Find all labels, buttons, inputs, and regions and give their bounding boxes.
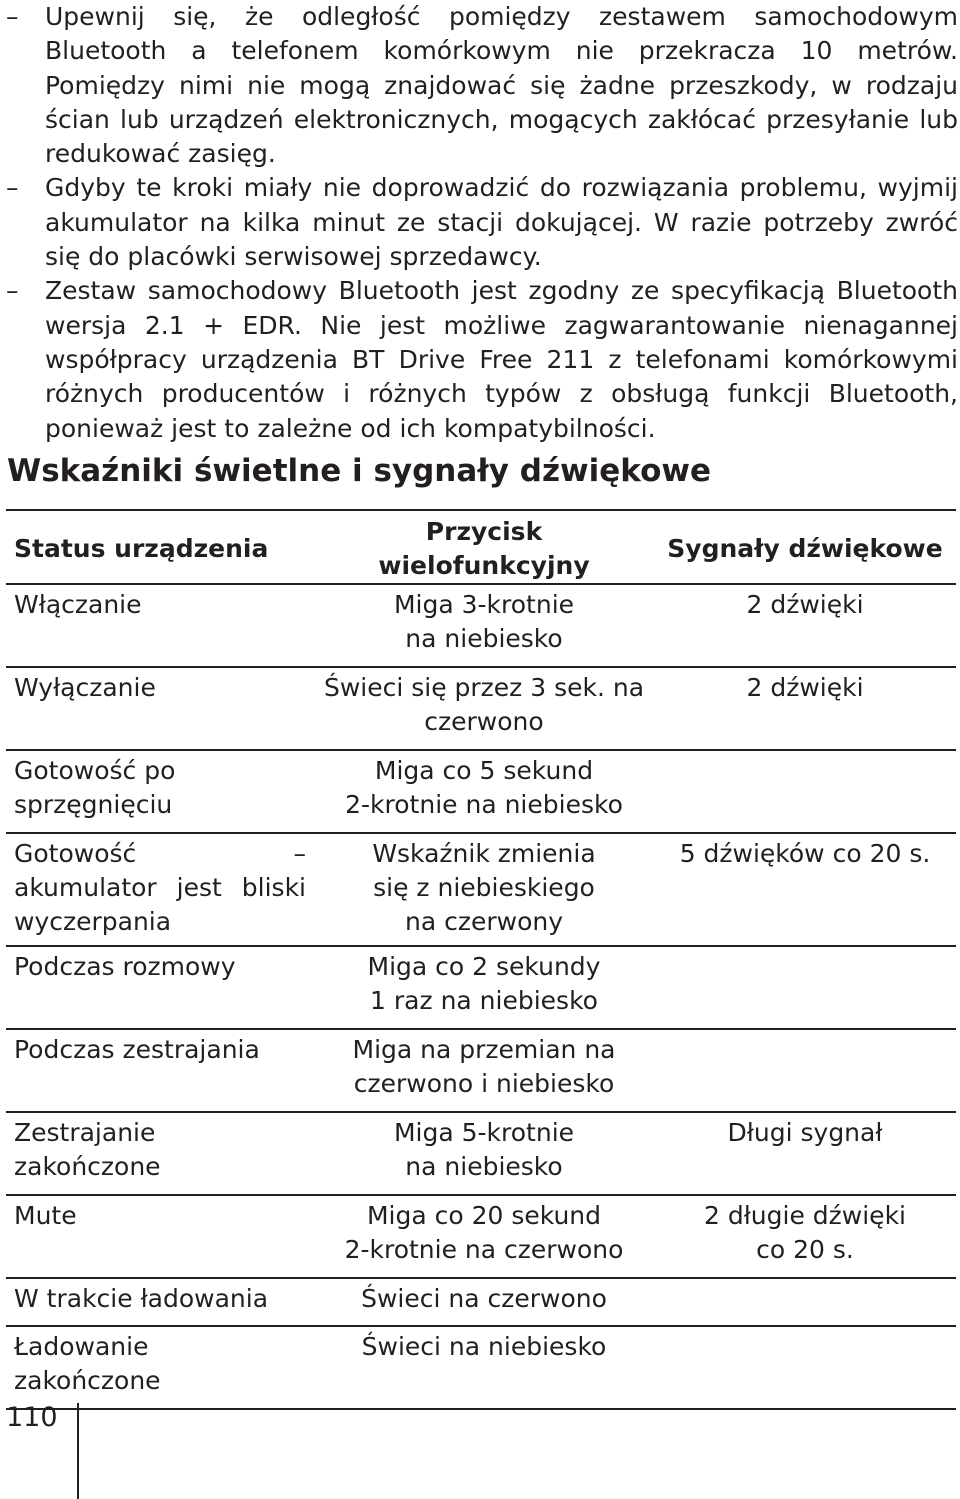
table-row (6, 667, 956, 750)
button-cell: Miga 3-krotnie na niebiesko (314, 584, 654, 667)
table-row (6, 1326, 956, 1409)
section-heading: Wskaźniki świetlne i sygnały dźwiękowe (7, 453, 712, 489)
sound-cell (654, 1278, 956, 1326)
column-header-sounds: Sygnały dźwiękowe (654, 510, 956, 584)
status-cell: Włączanie (6, 584, 314, 667)
bullet-text: Upewnij się, że odległość pomiędzy zestawem samochodowym Bluetooth a telefonem komórkowym nie przekracza 10 metrów. Pomiędzy nimi nie mogą znajdować się żadne przeszkody, w rodzaju ścian lub urządzeń elektronicznych, mogących zakłócać przesyłanie lub redukować zasięg. (45, 2, 958, 169)
status-cell: Mute (6, 1195, 314, 1278)
button-cell: Wskaźnik zmienia się z niebieskiego na czerwony (314, 833, 654, 946)
table-row (6, 1112, 956, 1195)
bullet-text: Zestaw samochodowy Bluetooth jest zgodny ze specyfikacją Bluetooth wersja 2.1 + EDR. Nie jest możliwe zagwarantowanie nienagannej współpracy urządzenia BT Drive Free 211 z telefonami komórkowymi różnych producentów i różnych typów z obsługą funkcji Bluetooth, ponieważ jest to zależne od ich kompatybilności. (45, 276, 958, 443)
button-cell: Miga co 20 sekund 2-krotnie na czerwono (314, 1195, 654, 1278)
column-header-status: Status urządzenia (6, 510, 314, 584)
status-cell: W trakcie ładowania (6, 1278, 314, 1326)
table-row (6, 1029, 956, 1112)
sound-cell: Długi sygnał (654, 1112, 956, 1195)
table-body (6, 584, 956, 1409)
status-cell: Podczas zestrajania (6, 1029, 314, 1112)
sound-cell (654, 750, 956, 833)
bullet-dash: – (6, 173, 19, 203)
button-cell: Świeci się przez 3 sek. na czerwono (314, 667, 654, 750)
table-row (6, 750, 956, 833)
status-cell: Wyłączanie (6, 667, 314, 750)
table-row (6, 946, 956, 1029)
bullet-dash: – (6, 2, 19, 31)
bullet-dash: – (6, 276, 19, 306)
list-item (6, 274, 958, 445)
button-cell: Miga co 5 sekund 2-krotnie na niebiesko (314, 750, 654, 833)
status-cell: Podczas rozmowy (6, 946, 314, 1029)
sound-cell: 2 dźwięki (654, 584, 956, 667)
table-row (6, 833, 956, 946)
sound-cell: 2 dźwięki (654, 667, 956, 750)
button-cell: Świeci na niebiesko (314, 1326, 654, 1409)
indicator-table (6, 509, 956, 1410)
table-row (6, 584, 956, 667)
table-row (6, 1278, 956, 1326)
status-cell: Ładowanie zakończone (6, 1326, 314, 1409)
troubleshooting-list (6, 0, 958, 446)
button-cell: Miga co 2 sekundy 1 raz na niebiesko (314, 946, 654, 1029)
sound-cell (654, 946, 956, 1029)
status-cell: Gotowość – akumulator jest bliski wyczerpania (6, 833, 314, 946)
table-header-row (6, 510, 956, 584)
page-number: 110 (6, 1402, 58, 1433)
list-item (6, 0, 958, 171)
sound-cell: 5 dźwięków co 20 s. (654, 833, 956, 946)
button-cell: Świeci na czerwono (314, 1278, 654, 1326)
page-divider (77, 1403, 79, 1499)
button-cell: Miga 5-krotnie na niebiesko (314, 1112, 654, 1195)
sound-cell (654, 1326, 956, 1409)
table-row (6, 1195, 956, 1278)
status-cell: Zestrajanie zakończone (6, 1112, 314, 1195)
sound-cell (654, 1029, 956, 1112)
status-cell: Gotowość po sprzęgnięciu (6, 750, 314, 833)
sound-cell: 2 długie dźwięki co 20 s. (654, 1195, 956, 1278)
list-item (6, 171, 958, 274)
bullet-text: Gdyby te kroki miały nie doprowadzić do rozwiązania problemu, wyjmij akumulator na kilka minut ze stacji dokującej. W razie potrzeby zwróć się do placówki serwisowej sprzedawcy. (45, 173, 958, 272)
button-cell: Miga na przemian na czerwono i niebiesko (314, 1029, 654, 1112)
column-header-button: Przycisk wielofunkcyjny (314, 510, 654, 584)
